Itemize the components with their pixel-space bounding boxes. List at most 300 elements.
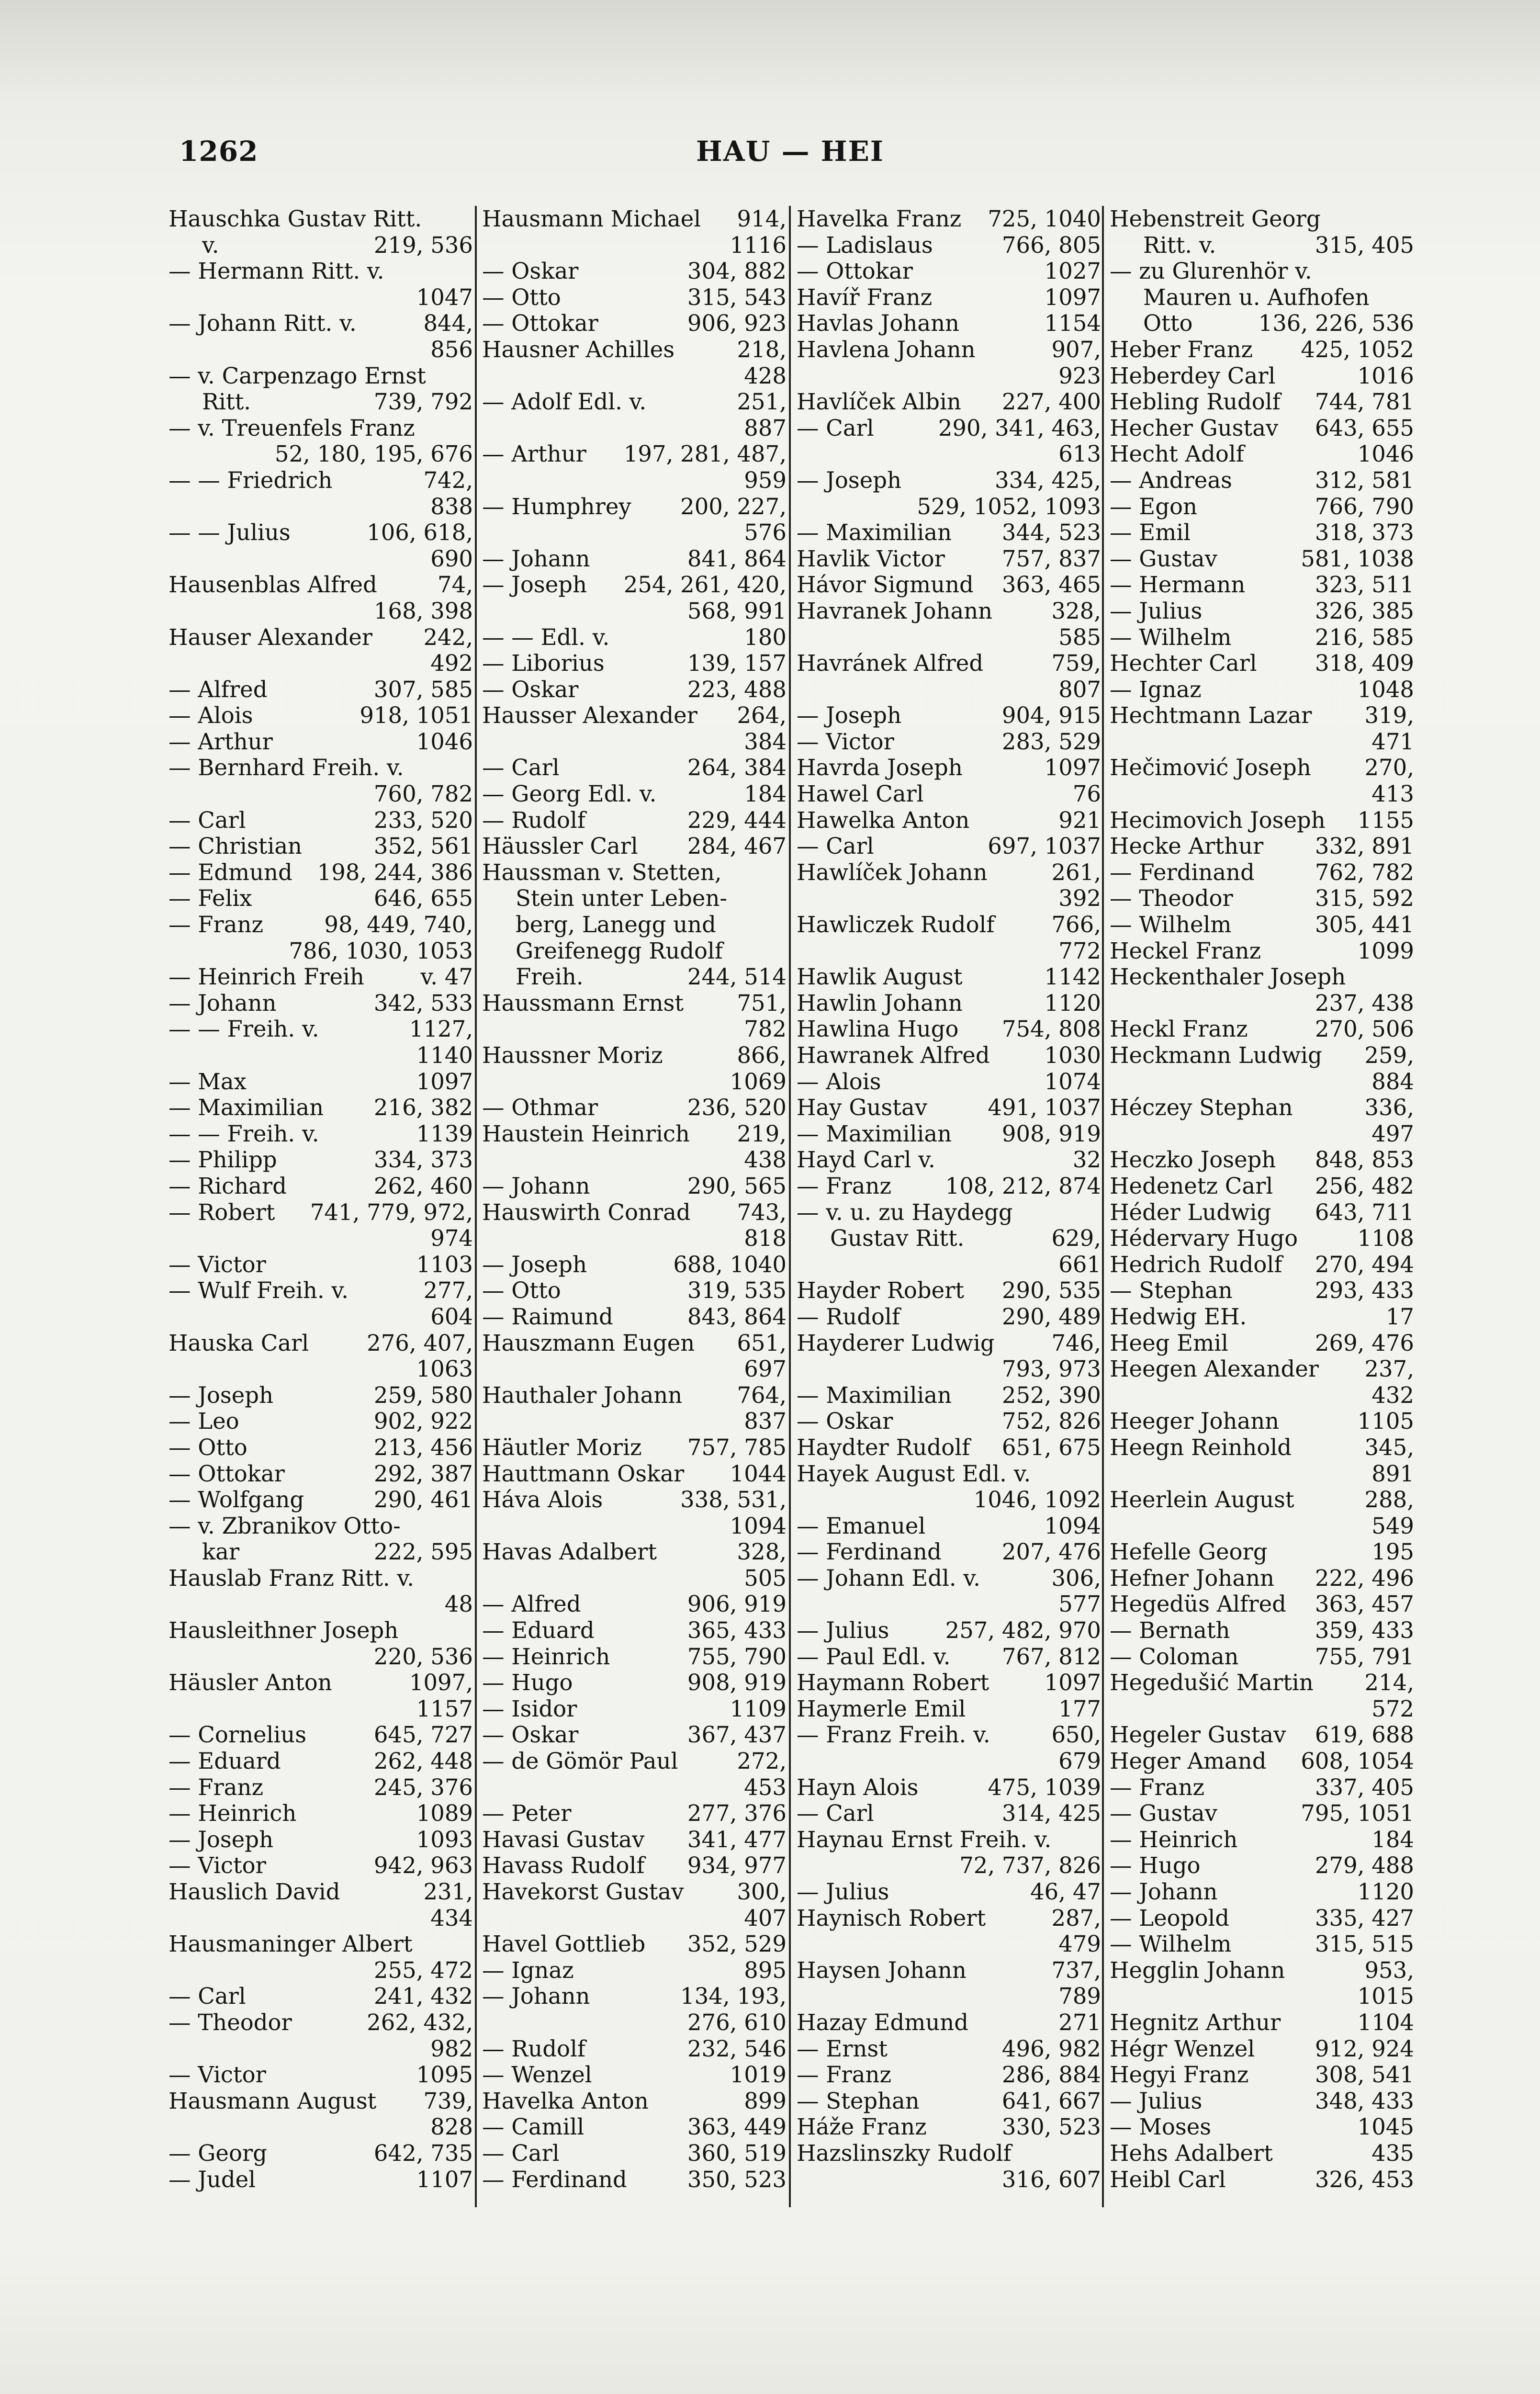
entry-pages-continued: 576 [744, 519, 787, 546]
entry-name: Hauswirth Conrad [482, 1199, 691, 1225]
entry-pages: 293, 433 [1315, 1277, 1414, 1304]
entry-pages: 1097 [416, 1068, 473, 1095]
entry-name: Heerlein August [1110, 1487, 1294, 1513]
entry-name: — Heinrich [1110, 1826, 1238, 1852]
index-entry [482, 2140, 787, 2167]
entry-name: Haynisch Robert [797, 1905, 986, 1931]
entry-name: — Andreas [1110, 467, 1232, 493]
index-entry [482, 258, 787, 284]
index-entry [482, 389, 787, 415]
index-entry [169, 232, 473, 259]
index-entry [1110, 389, 1414, 415]
index-entry [169, 519, 473, 546]
entry-pages-continued: 838 [430, 493, 473, 519]
index-entry [797, 1696, 1101, 1722]
index-entry [169, 624, 473, 651]
entry-pages: 643, 711 [1315, 1199, 1414, 1225]
index-entry [797, 1513, 1101, 1539]
entry-name: Hazay Edmund [797, 2009, 969, 2035]
entry-name: — Georg Edl. v. [482, 781, 657, 807]
index-entry [482, 1539, 787, 1565]
entry-pages: 697, 1037 [988, 833, 1101, 859]
entry-pages: 184 [744, 781, 787, 807]
entry-name: — Ferdinand [482, 2166, 627, 2192]
entry-pages: 359, 433 [1315, 1617, 1414, 1644]
entry-pages: 650, [1051, 1722, 1101, 1748]
entry-name: Hausmann Michael [482, 206, 701, 232]
entry-pages: 286, 884 [1001, 2062, 1101, 2088]
entry-name: — Eduard [482, 1617, 595, 1644]
entry-pages: 1142 [1044, 964, 1101, 990]
entry-pages-continued: 760, 782 [373, 781, 473, 807]
entry-pages: 308, 541 [1315, 2062, 1414, 2088]
index-entry [1110, 1617, 1414, 1644]
index-entry [482, 1304, 787, 1330]
entry-pages: 651, 675 [1001, 1434, 1101, 1460]
entry-pages-continued: 782 [744, 1016, 787, 1042]
entry-pages: 218, [737, 336, 787, 362]
entry-pages-continued: 577 [1058, 1591, 1101, 1617]
entry-pages: 328, [737, 1539, 787, 1565]
entry-name: — — Freih. v. [169, 1120, 319, 1147]
index-entry [169, 1121, 473, 1147]
entry-pages: 1093 [416, 1826, 473, 1852]
entry-pages: 743, [737, 1199, 787, 1225]
entry-pages: 1094 [1044, 1513, 1101, 1539]
index-entry [482, 1800, 787, 1827]
index-entry [1110, 1774, 1414, 1801]
index-entry [482, 781, 787, 807]
index-entry [1110, 1147, 1414, 1173]
entry-pages: 270, 506 [1315, 1016, 1414, 1042]
entry-name: — Alfred [169, 676, 268, 702]
entry-name: — Isidor [482, 1695, 577, 1722]
entry-pages: 46, 47 [1030, 1879, 1101, 1905]
entry-pages: 326, 385 [1315, 598, 1414, 624]
entry-name: Heeg Emil [1110, 1330, 1228, 1356]
entry-pages: 76 [1072, 781, 1101, 807]
index-entry [169, 467, 473, 494]
entry-pages-continued: 1094 [730, 1513, 787, 1539]
index-entry [797, 389, 1101, 415]
entry-pages-continued: 1047 [416, 284, 473, 310]
entry-name: Haussner Moriz [482, 1042, 663, 1068]
entry-name: — Emanuel [797, 1513, 926, 1539]
index-entry [482, 990, 787, 1016]
entry-pages: 841, 864 [687, 545, 787, 572]
entry-pages-continued: 884 [1371, 1068, 1414, 1095]
entry-pages: 244, 514 [687, 964, 787, 990]
entry-name: — Oskar [797, 1408, 893, 1434]
index-entry [482, 2062, 787, 2088]
entry-name: — Raimund [482, 1303, 613, 1330]
entry-name: — Carl [797, 833, 874, 859]
index-entry [1110, 519, 1414, 546]
index-entry [1110, 546, 1414, 572]
index-entry [169, 1434, 473, 1461]
running-title: HAU — HEI [696, 135, 884, 168]
index-entry [1110, 337, 1414, 363]
index-entry [1110, 2167, 1414, 2193]
entry-name: Hawliczek Rudolf [797, 912, 995, 938]
entry-name: — Hermann Ritt. v. [169, 258, 384, 284]
entry-pages: 319, 535 [687, 1277, 787, 1304]
index-columns [169, 206, 1451, 2265]
entry-name: Hayd Carl v. [797, 1147, 935, 1173]
entry-pages: 337, 405 [1315, 1774, 1414, 1800]
entry-name: Heeger Johann [1110, 1408, 1280, 1434]
index-entry [482, 1199, 787, 1226]
entry-name: — Arthur [169, 728, 273, 755]
entry-name: — Julius [797, 1617, 889, 1644]
entry-pages: 1105 [1357, 1408, 1414, 1434]
entry-name: Hečimović Joseph [1110, 755, 1311, 781]
entry-name: — Johann Ritt. v. [169, 310, 357, 337]
entry-name: Hauthaler Johann [482, 1382, 683, 1408]
index-entry [482, 1722, 787, 1748]
entry-pages: 279, 488 [1315, 1852, 1414, 1879]
entry-pages-continued: 168, 398 [373, 598, 473, 624]
index-entry [1110, 467, 1414, 494]
entry-name: — Maximilian [797, 519, 952, 546]
index-entry [1110, 1330, 1414, 1356]
entry-name: — Johann [482, 1983, 590, 2010]
entry-pages: 766, 805 [1001, 232, 1101, 258]
entry-name: — Edmund [169, 859, 292, 885]
entry-name: — Liborius [482, 650, 605, 677]
entry-name: — Johann [482, 545, 590, 572]
entry-pages: 914, [737, 206, 787, 232]
entry-pages: 1095 [416, 2062, 473, 2088]
entry-name: — Carl [482, 755, 560, 781]
entry-name: Hauttmann Oskar [482, 1460, 685, 1487]
index-entry [1110, 1905, 1414, 1931]
entry-pages-continued: 72, 737, 826 [959, 1852, 1101, 1879]
entry-name: Häusler Anton [169, 1670, 332, 1696]
entry-pages: 348, 433 [1315, 2088, 1414, 2114]
index-entry [1110, 1539, 1414, 1565]
entry-name: — Judel [169, 2166, 256, 2192]
entry-name: — Victor [169, 1251, 266, 1277]
entry-pages-continued: 505 [744, 1565, 787, 1591]
entry-name: — Oskar [482, 258, 579, 284]
entry-pages: 232, 546 [687, 2035, 787, 2062]
entry-name: — Stephan [797, 2088, 920, 2114]
entry-pages-continued: 679 [1058, 1748, 1101, 1774]
entry-pages-continued: 807 [1058, 676, 1101, 702]
entry-pages-continued: 471 [1371, 728, 1414, 755]
index-entry [797, 1382, 1101, 1409]
entry-pages: 843, 864 [687, 1303, 787, 1330]
entry-name: — Emil [1110, 519, 1191, 546]
index-entry [797, 572, 1101, 598]
entry-name: Hawranek Alfred [797, 1042, 990, 1068]
entry-pages: 759, [1051, 650, 1101, 677]
entry-pages: 365, 433 [687, 1617, 787, 1644]
entry-pages: 645, 727 [373, 1722, 473, 1748]
index-entry [482, 1252, 787, 1278]
entry-pages-continued: 786, 1030, 1053 [289, 937, 473, 964]
index-entry [482, 1852, 787, 1879]
entry-pages: 1107 [416, 2166, 473, 2192]
entry-pages-continued: 887 [744, 415, 787, 441]
entry-name: — Christian [169, 833, 302, 859]
index-entry [169, 2010, 473, 2036]
entry-name: — Leopold [1110, 1905, 1230, 1931]
entry-name: Héder Ludwig [1110, 1199, 1271, 1225]
entry-pages: 942, 963 [373, 1852, 473, 1879]
entry-pages: 1027 [1044, 258, 1101, 284]
entry-pages: 290, 489 [1001, 1303, 1101, 1330]
index-entry [1110, 859, 1414, 886]
entry-text: — v. Carpenzago Ernst [169, 362, 426, 389]
index-entry [482, 2088, 787, 2114]
entry-pages: 1089 [416, 1800, 473, 1827]
entry-pages-continued: 407 [744, 1905, 787, 1931]
entry-pages: 795, 1051 [1301, 1800, 1414, 1827]
entry-name: Hebling Rudolf [1110, 389, 1281, 415]
entry-name: Heber Franz [1110, 336, 1253, 362]
entry-pages: 762, 782 [1315, 859, 1414, 885]
entry-name: — Maximilian [169, 1095, 324, 1121]
entry-name: Háže Franz [797, 2114, 927, 2140]
entry-pages: 902, 922 [373, 1408, 473, 1434]
entry-name: Gustav Ritt. [830, 1225, 965, 1252]
index-entry [1110, 2062, 1414, 2088]
index-entry [169, 1487, 473, 1513]
entry-pages-continued: 549 [1371, 1513, 1414, 1539]
entry-name: — Georg [169, 2140, 267, 2166]
index-entry [1110, 938, 1414, 964]
index-entry [482, 2167, 787, 2193]
index-entry [1110, 1487, 1414, 1513]
index-entry [1110, 1931, 1414, 1957]
entry-pages: 276, 407, [367, 1330, 473, 1356]
index-entry [482, 206, 787, 232]
index-entry [797, 1173, 1101, 1199]
entry-pages: 315, 515 [1315, 1931, 1414, 1957]
index-entry [797, 1800, 1101, 1827]
entry-text: — zu Glurenhör v. [1110, 258, 1312, 284]
index-entry [482, 755, 787, 781]
entry-name: — Otto [482, 1277, 561, 1304]
entry-pages: 435 [1371, 2140, 1414, 2166]
entry-pages: 108, 212, 874 [945, 1173, 1101, 1199]
entry-name: — Max [169, 1068, 247, 1095]
entry-name: Haymann Robert [797, 1670, 989, 1696]
entry-pages: 350, 523 [687, 2166, 787, 2192]
entry-name: — Victor [169, 2062, 266, 2088]
index-entry [1110, 1016, 1414, 1042]
index-entry [169, 1382, 473, 1409]
entry-pages: 895 [744, 1957, 787, 1983]
entry-pages: 746, [1051, 1330, 1101, 1356]
index-entry [482, 337, 787, 363]
index-entry [482, 2036, 787, 2062]
entry-pages: 1099 [1357, 937, 1414, 964]
entry-pages-continued: 276, 610 [687, 2009, 787, 2035]
entry-pages: 1016 [1357, 362, 1414, 389]
entry-name: — Ignaz [482, 1957, 574, 1983]
entry-name: — Moses [1110, 2114, 1212, 2140]
index-entry [169, 1069, 473, 1095]
entry-name: Heberdey Carl [1110, 362, 1276, 389]
index-entry [482, 1957, 787, 1984]
index-entry [1110, 1199, 1414, 1226]
entry-pages: 233, 520 [373, 807, 473, 833]
entry-name: — Franz [1110, 1774, 1204, 1800]
index-entry [797, 755, 1101, 781]
entry-pages: 245, 376 [373, 1774, 473, 1800]
entry-pages: 912, 924 [1315, 2035, 1414, 2062]
index-entry [169, 258, 473, 284]
entry-name: — Coloman [1110, 1643, 1239, 1670]
entry-pages: 216, 382 [373, 1095, 473, 1121]
index-entry [797, 1016, 1101, 1042]
entry-name: — Carl [797, 415, 874, 441]
index-entry [482, 1644, 787, 1670]
entry-name: — Leo [169, 1408, 239, 1434]
entry-pages: 262, 448 [373, 1748, 473, 1774]
index-entry [169, 2167, 473, 2193]
entry-pages: 314, 425 [1001, 1800, 1101, 1827]
entry-name: Häutler Moriz [482, 1434, 642, 1460]
index-entry [797, 729, 1101, 755]
entry-name: — Theodor [1110, 885, 1233, 912]
entry-name: — Theodor [169, 2009, 292, 2035]
entry-pages: 254, 261, 420, [623, 572, 787, 598]
entry-pages-continued: 48 [444, 1591, 473, 1617]
index-entry [1110, 2140, 1414, 2167]
entry-pages: 307, 585 [373, 676, 473, 702]
entry-name: — Arthur [482, 441, 586, 467]
entry-name: Heger Amand [1110, 1748, 1267, 1774]
entry-pages: 866, [737, 1042, 787, 1068]
entry-pages: 306, [1051, 1565, 1101, 1591]
entry-name: — Maximilian [797, 1120, 952, 1147]
entry-pages-continued: 220, 536 [373, 1643, 473, 1670]
index-entry [482, 441, 787, 467]
index-entry [1110, 912, 1414, 938]
index-entry [1110, 1670, 1414, 1696]
entry-pages: 219, 536 [373, 232, 473, 258]
index-entry [797, 1957, 1101, 1984]
index-entry [797, 284, 1101, 311]
entry-text: Greifenegg Rudolf [516, 937, 723, 964]
entry-name: Hauslich David [169, 1879, 340, 1905]
index-entry [797, 1879, 1101, 1905]
entry-name: — Hugo [1110, 1852, 1201, 1879]
index-entry [1110, 1748, 1414, 1774]
entry-name: Havrda Joseph [797, 755, 963, 781]
entry-pages: 848, 853 [1315, 1147, 1414, 1173]
entry-pages: 908, 919 [1001, 1120, 1101, 1147]
index-entry [797, 2114, 1101, 2140]
index-entry [797, 1539, 1101, 1565]
entry-name: — Franz [797, 2062, 891, 2088]
entry-pages: 907, [1051, 336, 1101, 362]
entry-pages: 177 [1058, 1695, 1101, 1722]
entry-name: Hechtmann Lazar [1110, 702, 1312, 729]
index-entry [797, 2036, 1101, 2062]
entry-pages: 1155 [1357, 807, 1414, 833]
entry-name: Havekorst Gustav [482, 1879, 684, 1905]
entry-name: — Maximilian [797, 1382, 952, 1408]
entry-text: — v. u. zu Haydegg [797, 1199, 1013, 1225]
index-entry [797, 206, 1101, 232]
entry-pages: 326, 453 [1315, 2166, 1414, 2192]
entry-pages: 262, 432, [367, 2009, 473, 2035]
entry-name: Hefner Johann [1110, 1565, 1274, 1591]
index-entry [1110, 572, 1414, 598]
entry-pages-continued: 1015 [1357, 1983, 1414, 2010]
index-entry [169, 310, 473, 337]
entry-pages: 330, 523 [1001, 2114, 1101, 2140]
entry-pages: 180 [744, 624, 787, 650]
entry-pages: 219, [737, 1120, 787, 1147]
index-entry [169, 885, 473, 912]
entry-text: — v. Zbranikov Otto- [169, 1513, 401, 1539]
entry-pages: 757, 837 [1001, 545, 1101, 572]
entry-name: — Philipp [169, 1147, 277, 1173]
entry-pages: 214, [1364, 1670, 1414, 1696]
index-entry [797, 650, 1101, 677]
entry-name: — Ernst [797, 2035, 888, 2062]
entry-name: Hawlina Hugo [797, 1016, 959, 1042]
entry-pages-continued: 891 [1371, 1460, 1414, 1487]
entry-pages: 315, 543 [687, 284, 787, 310]
entry-pages: 256, 482 [1315, 1173, 1414, 1199]
entry-name: — Julius [1110, 598, 1203, 624]
index-entry [1110, 2088, 1414, 2114]
entry-name: — Joseph [169, 1826, 274, 1852]
column-divider [789, 206, 791, 2207]
entry-name: Hay Gustav [797, 1095, 927, 1121]
entry-pages-continued: 479 [1058, 1931, 1101, 1957]
entry-pages: 335, 427 [1315, 1905, 1414, 1931]
entry-pages-continued: 492 [430, 650, 473, 677]
index-entry [482, 964, 787, 990]
index-column-3 [797, 206, 1101, 2236]
entry-pages: 641, 667 [1001, 2088, 1101, 2114]
entry-name: — Joseph [797, 467, 902, 493]
index-entry [482, 1434, 787, 1461]
index-entry [1110, 1095, 1414, 1121]
entry-name: — — Julius [169, 519, 291, 546]
index-entry [169, 1827, 473, 1853]
entry-pages: 363, 465 [1001, 572, 1101, 598]
entry-name: — Carl [797, 1800, 874, 1827]
entry-pages: 757, 785 [687, 1434, 787, 1460]
entry-text: Hauschka Gustav Ritt. [169, 206, 422, 232]
entry-name: — — Friedrich [169, 467, 333, 493]
entry-name: Haussmann Ernst [482, 990, 684, 1016]
entry-pages: 363, 449 [687, 2114, 787, 2140]
index-entry [169, 1461, 473, 1487]
entry-pages-continued: 818 [744, 1225, 787, 1252]
entry-name: — Victor [169, 1852, 266, 1879]
entry-pages-continued: 1063 [416, 1356, 473, 1382]
entry-pages-continued: 604 [430, 1303, 473, 1330]
index-entry [482, 1591, 787, 1617]
index-entry [1110, 310, 1414, 337]
entry-name: — Julius [797, 1879, 889, 1905]
entry-pages: 953, [1364, 1957, 1414, 1983]
entry-name: kar [202, 1539, 240, 1565]
entry-pages: 1046 [1357, 441, 1414, 467]
entry-pages: 270, 494 [1315, 1251, 1414, 1277]
entry-name: — Otto [482, 284, 561, 310]
